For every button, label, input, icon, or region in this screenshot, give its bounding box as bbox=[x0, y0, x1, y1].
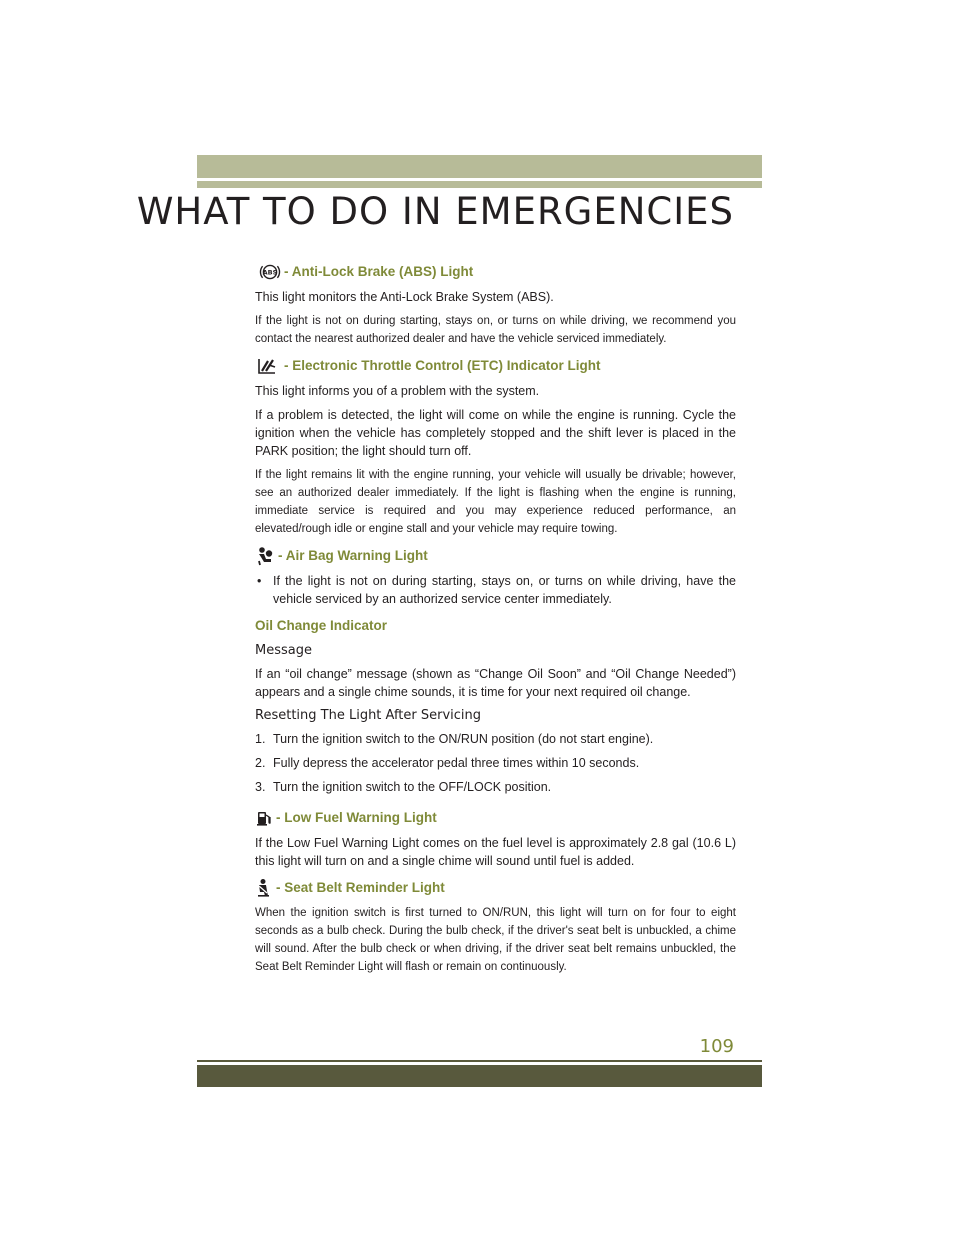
header-band bbox=[197, 155, 762, 178]
etc-paragraph-3: If the light remains lit with the engine running, your vehicle will usually be drivable; however, see an authorized dealer immediately. If the light is flashing when the engine is running, immediate service is required and you may experience reduced performance, an elevated/rough idle or engine stall and your vehicle may require towing. bbox=[255, 469, 736, 535]
abs-heading bbox=[259, 262, 736, 282]
fuel-pump-icon bbox=[255, 809, 273, 827]
etc-heading-text: - Electronic Throttle Control (ETC) Indicator Light bbox=[284, 358, 601, 373]
list-item: 1. Turn the ignition switch to the ON/RUN position (do not start engine). bbox=[255, 732, 654, 746]
abs-paragraph-1: This light monitors the Anti-Lock Brake System (ABS). bbox=[255, 290, 554, 304]
oil-subheading-reset: Resetting The Light After Servicing bbox=[255, 708, 482, 723]
oil-subheading-message: Message bbox=[255, 643, 312, 658]
oil-change-heading: Oil Change Indicator bbox=[255, 618, 388, 633]
airbag-warning-icon bbox=[255, 546, 275, 566]
etc-paragraph-1: This light informs you of a problem with the system. bbox=[255, 384, 540, 398]
seat-belt-icon bbox=[255, 878, 273, 898]
airbag-heading bbox=[255, 546, 736, 566]
abs-paragraph-2: If the light is not on during starting, stays on, or turns on while driving, we recommend you contact the nearest authorized dealer and have the vehicle serviced immediately. bbox=[255, 315, 736, 345]
airbag-bullet: • If the light is not on during starting, stays on, or turns on while driving, have the vehicle serviced by an authorized service center immediately. bbox=[257, 574, 736, 606]
low-fuel-heading-text: - Low Fuel Warning Light bbox=[276, 810, 437, 825]
airbag-bullet-text: If the light is not on during starting, stays on, or turns on while driving, have the vehicle serviced by an authorized service center immediately. bbox=[273, 574, 736, 606]
header-rule bbox=[197, 181, 762, 188]
section-title: WHAT TO DO IN EMERGENCIES bbox=[136, 190, 734, 233]
page-content bbox=[255, 262, 736, 976]
page-number: 109 bbox=[699, 1036, 734, 1057]
low-fuel-heading bbox=[255, 808, 736, 828]
footer-rule bbox=[197, 1060, 762, 1062]
list-item: 2. Fully depress the accelerator pedal three times within 10 seconds. bbox=[255, 756, 640, 770]
seat-belt-heading bbox=[255, 878, 736, 898]
airbag-heading-text: - Air Bag Warning Light bbox=[278, 548, 428, 563]
seat-belt-paragraph: When the ignition switch is first turned to ON/RUN, this light will turn on for four to eight seconds as a bulb check. During the bulb check, if the driver's seat belt is unbuckled, a chime will sound. After the bulb check or when driving, if the driver seat belt remains unbuckled, the Seat Belt Reminder Light will flash or remain on continuously. bbox=[255, 907, 736, 973]
oil-paragraph: If an “oil change” message (shown as “Change Oil Soon” and “Oil Change Needed”) appears and a single chime sounds, it is time for your next required oil change. bbox=[255, 667, 736, 699]
seat-belt-heading-text: - Seat Belt Reminder Light bbox=[276, 880, 445, 895]
etc-paragraph-2: If a problem is detected, the light will come on while the engine is running. Cycle the ignition when the vehicle has completely stopped and the shift lever is placed in the PARK position; the light should turn off. bbox=[255, 408, 736, 458]
abs-heading-text: - Anti-Lock Brake (ABS) Light bbox=[284, 264, 474, 279]
svg-text:ABS: ABS bbox=[262, 268, 278, 277]
etc-heading bbox=[255, 356, 736, 376]
throttle-icon bbox=[255, 357, 281, 375]
list-item: 3. Turn the ignition switch to the OFF/LOCK position. bbox=[255, 780, 552, 794]
abs-warning-icon bbox=[259, 263, 281, 281]
low-fuel-paragraph: If the Low Fuel Warning Light comes on the fuel level is approximately 2.8 gal (10.6 L) this light will turn on and a single chime will sound until fuel is added. bbox=[255, 836, 736, 868]
footer-band bbox=[197, 1065, 762, 1087]
